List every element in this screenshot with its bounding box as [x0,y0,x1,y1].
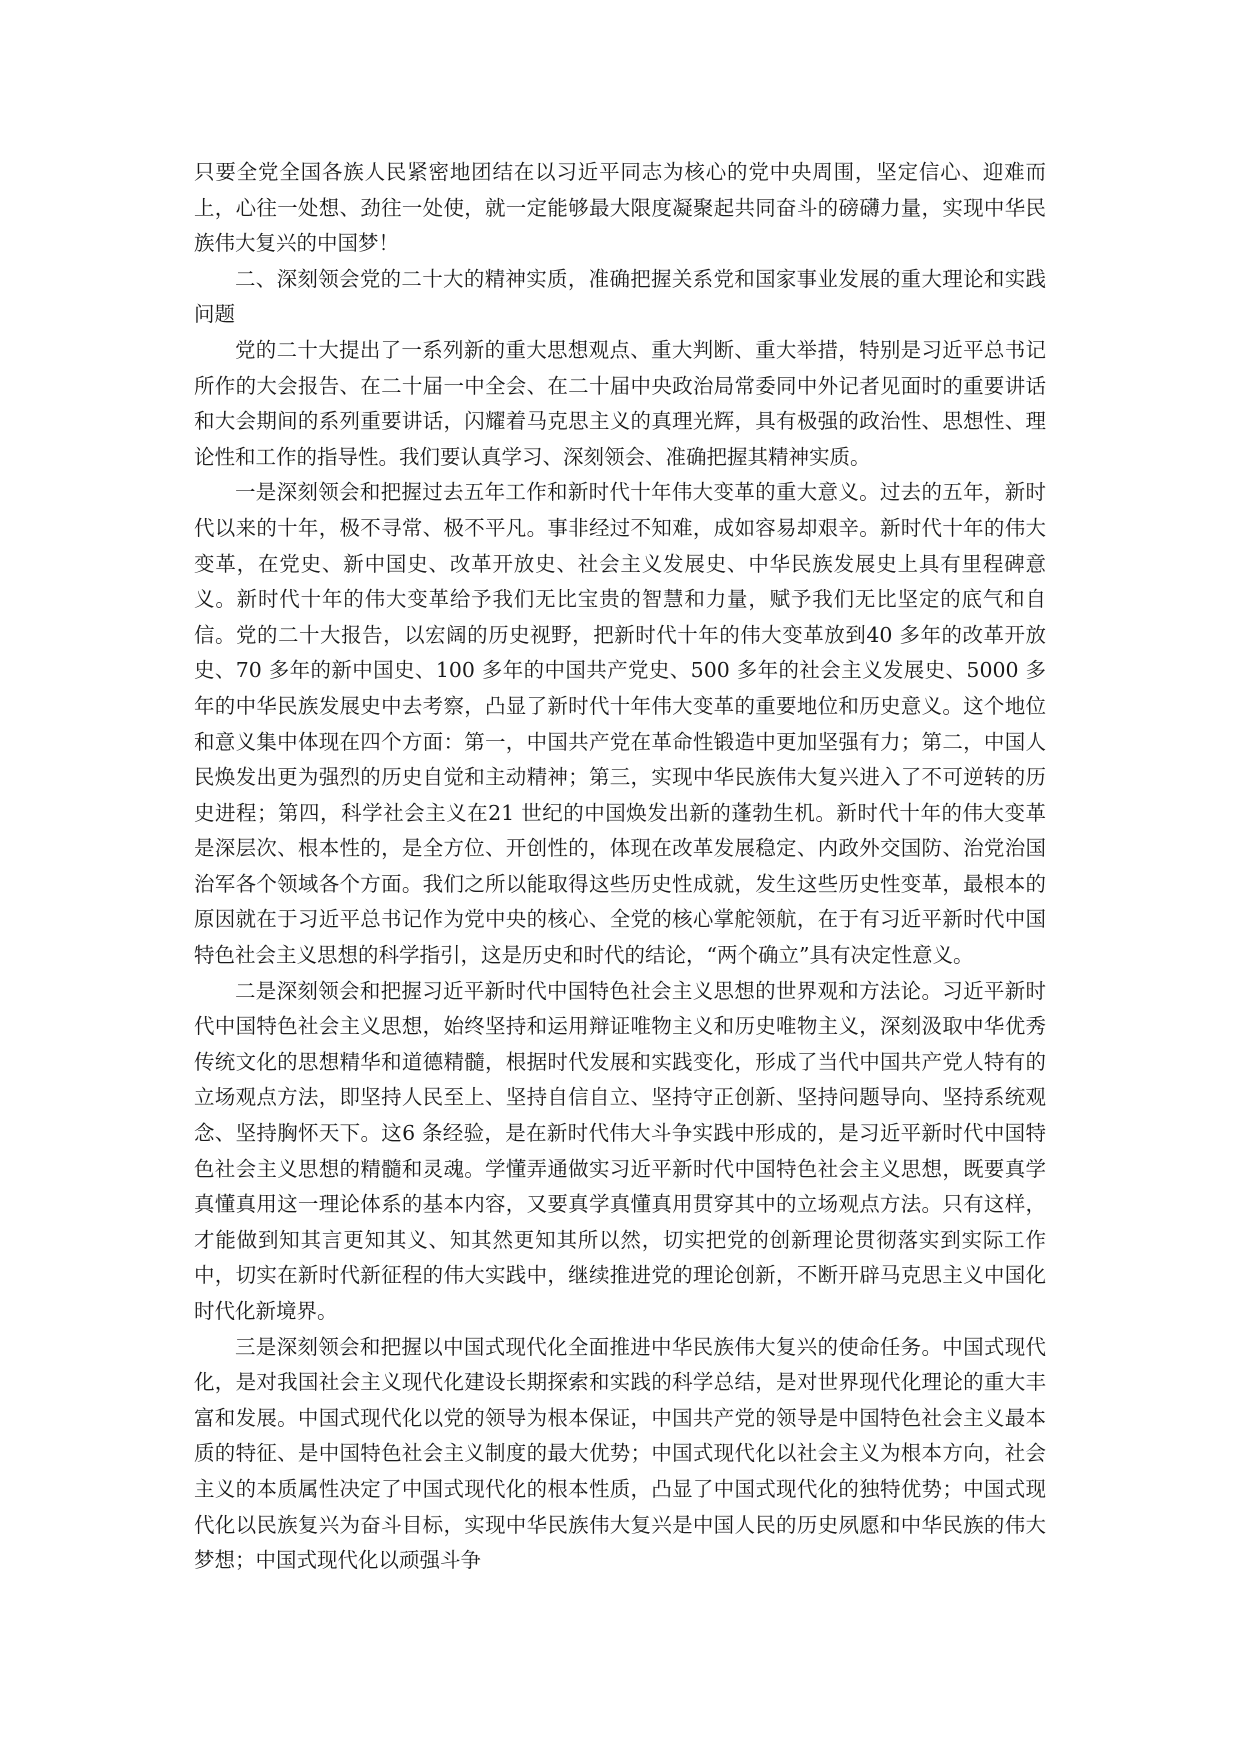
paragraph: 一是深刻领会和把握过去五年工作和新时代十年伟大变革的重大意义。过去的五年，新时代以来的十年，极不寻常、极不平凡。事非经过不知难，成如容易却艰辛。新时代十年的伟大变革，在党史、新中国史、改革开放史、社会主义发展史、中华民族发展史上具有里程碑意义。新时代十年的伟大变革给予我们无比宝贵的智慧和力量，赋予我们无比坚定的底气和自信。党的二十大报告，以宏阔的历史视野，把新时代十年的伟大变革放到40 多年的改革开放史、70 多年的新中国史、100 多年的中国共产党史、500 多年的社会主义发展史、5000 多年的中华民族发展史中去考察，凸显了新时代十年伟大变革的重要地位和历史意义。这个地位和意义集中体现在四个方面：第一，中国共产党在革命性锻造中更加坚强有力；第二，中国人民焕发出更为强烈的历史自觉和主动精神；第三，实现中华民族伟大复兴进入了不可逆转的历史进程；第四，科学社会主义在21 世纪的中国焕发出新的蓬勃生机。新时代十年的伟大变革是深层次、根本性的，是全方位、开创性的，体现在改革发展稳定、内政外交国防、治党治国治军各个领域各个方面。我们之所以能取得这些历史性成就，发生这些历史性变革，最根本的原因就在于习近平总书记作为党中央的核心、全党的核心掌舵领航，在于有习近平新时代中国特色社会主义思想的科学指引，这是历史和时代的结论，“两个确立”具有决定性意义。 [194,480,1046,968]
document-body [194,155,1046,1579]
paragraph: 二是深刻领会和把握习近平新时代中国特色社会主义思想的世界观和方法论。习近平新时代中国特色社会主义思想，始终坚持和运用辩证唯物主义和历史唯物主义，深刻汲取中华优秀传统文化的思想精华和道德精髓，根据时代发展和实践变化，形成了当代中国共产党人特有的立场观点方法，即坚持人民至上、坚持自信自立、坚持守正创新、坚持问题导向、坚持系统观念、坚持胸怀天下。这6 条经验，是在新时代伟大斗争实践中形成的，是习近平新时代中国特色社会主义思想的精髓和灵魂。学懂弄通做实习近平新时代中国特色社会主义思想，既要真学真懂真用这一理论体系的基本内容，又要真学真懂真用贯穿其中的立场观点方法。只有这样，才能做到知其言更知其义、知其然更知其所以然，切实把党的创新理论贯彻落实到实际工作中，切实在新时代新征程的伟大实践中，继续推进党的理论创新，不断开辟马克思主义中国化时代化新境界。 [194,978,1046,1323]
paragraph: 三是深刻领会和把握以中国式现代化全面推进中华民族伟大复兴的使命任务。中国式现代化，是对我国社会主义现代化建设长期探索和实践的科学总结，是对世界现代化理论的重大丰富和发展。中国式现代化以党的领导为根本保证，中国共产党的领导是中国特色社会主义最本质的特征、是中国特色社会主义制度的最大优势；中国式现代化以社会主义为根本方向，社会主义的本质属性决定了中国式现代化的根本性质，凸显了中国式现代化的独特优势；中国式现代化以民族复兴为奋斗目标，实现中华民族伟大复兴是中国人民的历史夙愿和中华民族的伟大梦想；中国式现代化以顽强斗争 [194,1334,1046,1573]
section-heading: 二、深刻领会党的二十大的精神实质，准确把握关系党和国家事业发展的重大理论和实践问题 [194,266,1046,327]
paragraph: 党的二十大提出了一系列新的重大思想观点、重大判断、重大举措，特别是习近平总书记所作的大会报告、在二十届一中全会、在二十届中央政治局常委同中外记者见面时的重要讲话和大会期间的系列重要讲话，闪耀着马克思主义的真理光辉，具有极强的政治性、思想性、理论性和工作的指导性。我们要认真学习、深刻领会、准确把握其精神实质。 [194,337,1046,469]
paragraph-continuation: 只要全党全国各族人民紧密地团结在以习近平同志为核心的党中央周围，坚定信心、迎难而上，心往一处想、劲往一处使，就一定能够最大限度凝聚起共同奋斗的磅礴力量，实现中华民族伟大复兴的中国梦！ [194,160,1046,256]
